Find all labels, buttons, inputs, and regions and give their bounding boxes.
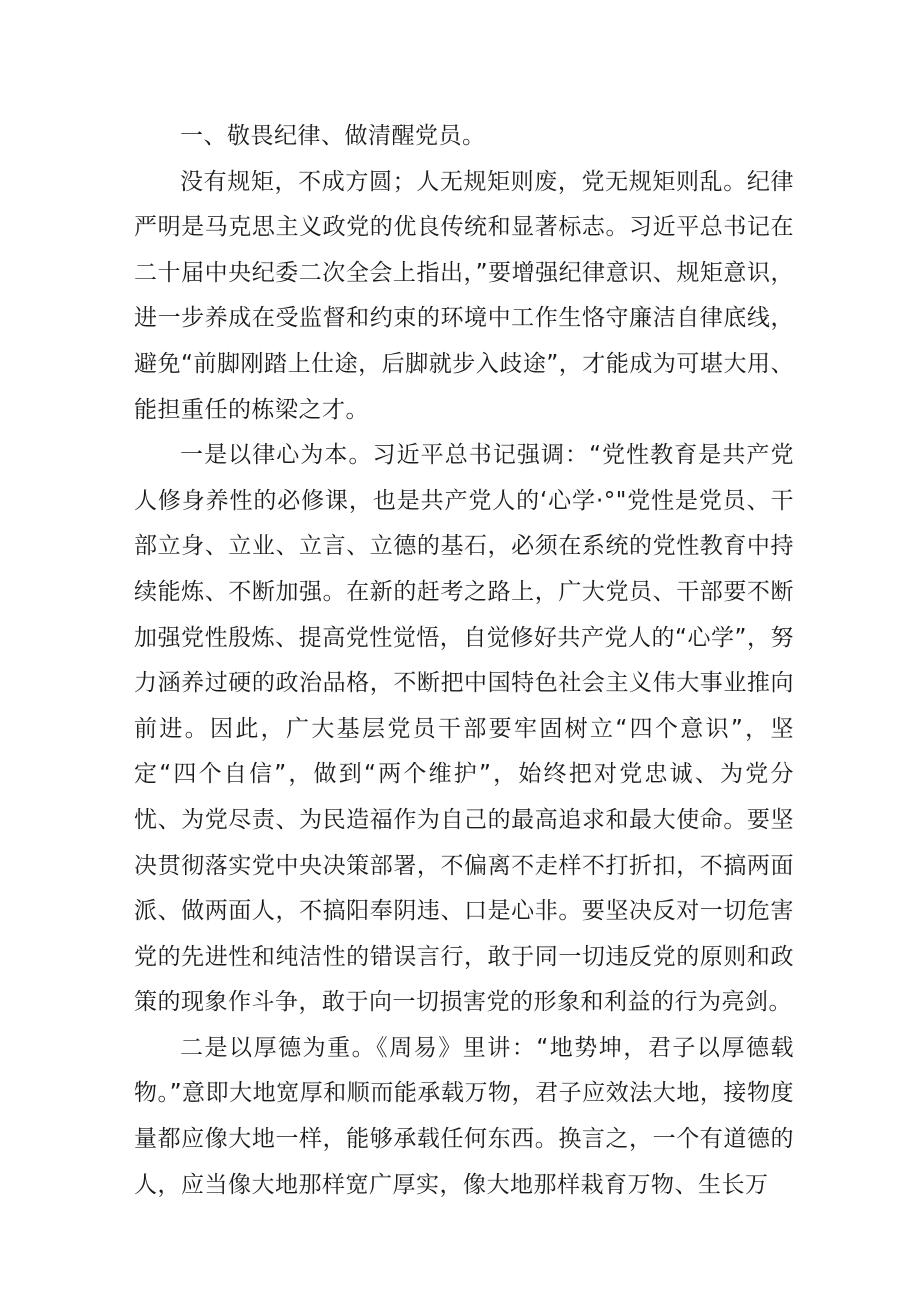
paragraph-discipline: 没有规矩，不成方圆；人无规矩则废，党无规矩则乱。纪律严明是马克思主义政党的优良传统和显著标志。习近平总书记在二十届中央纪委二次全会上指出，”要增强纪律意识、规矩意识，进一步养成在受监督和约束的环境中工作生恪守廉洁自律底线，避免“前脚刚踏上仕途，后脚就步入歧途”，才能成为可堪大用、能担重任的栋梁之才。 <box>134 168 794 423</box>
document-body <box>134 114 794 1208</box>
paragraph-virtue: 二是以厚德为重。《周易》里讲：“地势坤，君子以厚德载物。”意即大地宽厚和顺而能承载万物，君子应效法大地，接物度量都应像大地一样，能够承载任何东西。换言之，一个有道德的人，应当像大地那样宽广厚实，像大地那样栽育万物、生长万 <box>134 1034 794 1198</box>
section-heading: 一、敬畏纪律、做清醒党员。 <box>180 123 486 149</box>
paragraph-party-spirit: 一是以律心为本。习近平总书记强调：“党性教育是共产党人修身养性的必修课，也是共产党人的‘心学·°"党性是党员、干部立身、立业、立言、立德的基石，必须在系统的党性教育中持续能炼、不断加强。在新的赶考之路上，广大党员、干部要不断加强党性殷炼、提高党性觉悟，自觉修好共产党人的“心学”，努力涵养过硬的政治品格，不断把中国特色社会主义伟大事业推向前进。因此，广大基层党员干部要牢固树立“四个意识”，坚定“四个自信”，做到“两个维护”，始终把对党忠诚、为党分忧、为党尽责、为民造福作为自己的最高追求和最大使命。要坚决贯彻落实党中央决策部署，不偏离不走样不打折扣，不搞两面派、做两面人，不搞阳奉阴违、口是心非。要坚决反对一切危害党的先进性和纯洁性的错误言行，敢于同一切违反党的原则和政策的现象作斗争，敢于向一切损害党的形象和利益的行为亮剑。 <box>134 442 794 1016</box>
